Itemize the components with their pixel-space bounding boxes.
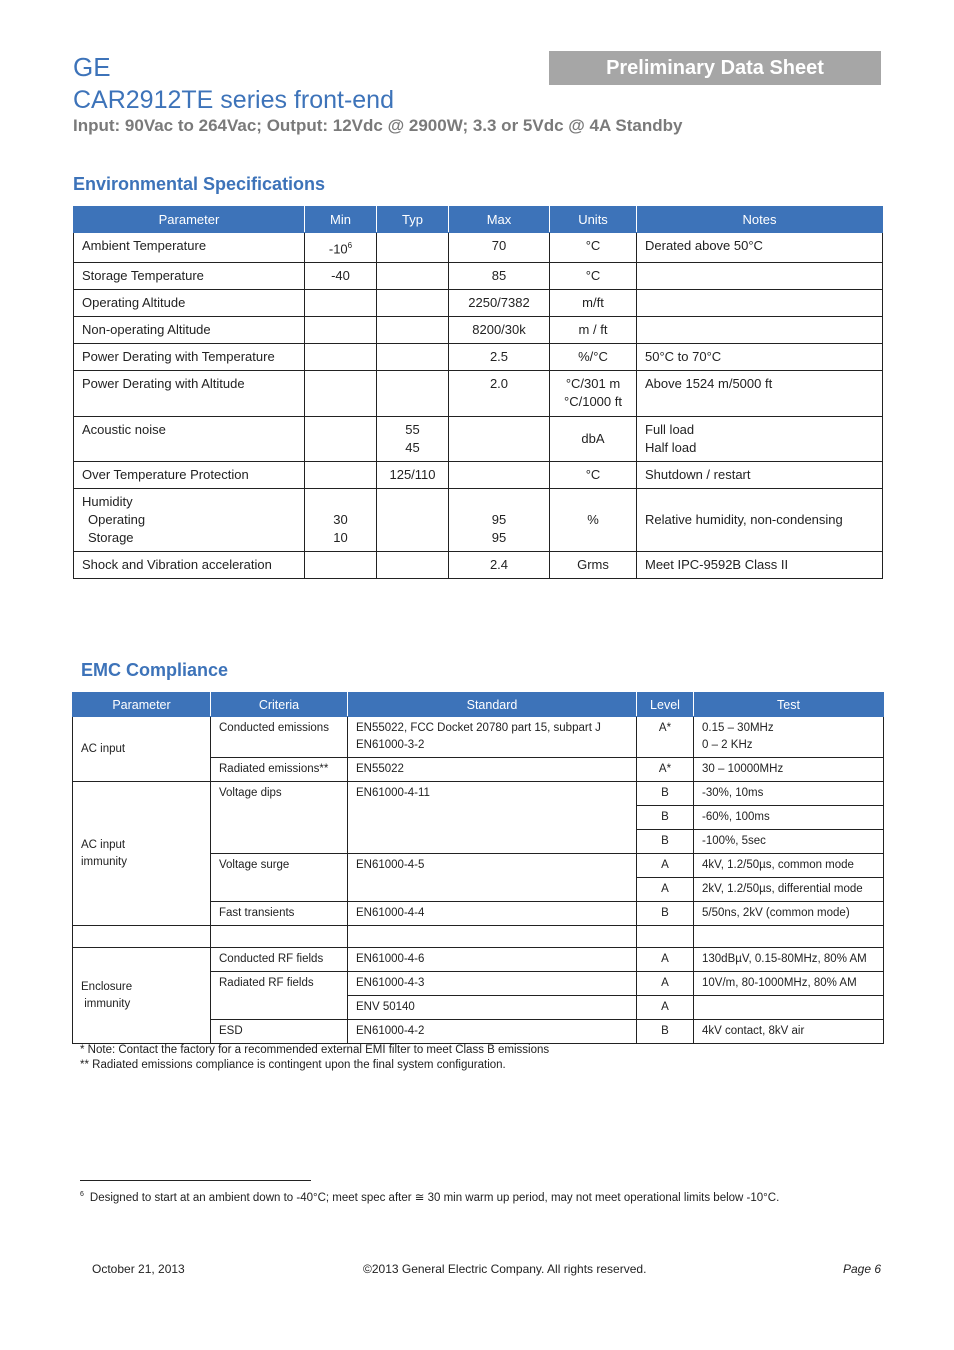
cell-level: B xyxy=(637,830,694,854)
cell-level: B xyxy=(637,806,694,830)
col-header-parameter: Parameter xyxy=(73,693,211,717)
group-ac-input: AC input xyxy=(73,717,211,782)
cell-max xyxy=(449,462,550,489)
cell-param: Over Temperature Protection xyxy=(74,462,305,489)
cell-max: 8200/30k xyxy=(449,317,550,344)
cell-empty xyxy=(348,926,637,948)
table-row xyxy=(73,717,884,758)
cell-level: A xyxy=(637,972,694,996)
footer-page-number: Page 6 xyxy=(843,1262,882,1276)
cell-level: B xyxy=(637,1020,694,1044)
preliminary-banner: Preliminary Data Sheet xyxy=(549,51,881,85)
footnote-divider xyxy=(80,1180,311,1181)
cell-standard: EN55022 xyxy=(348,758,637,782)
footnote-marker: 6 xyxy=(80,1191,84,1199)
cell-units: Grms xyxy=(550,552,637,579)
col-header-typ: Typ xyxy=(377,207,449,233)
table-row xyxy=(74,371,883,417)
cell-test: 2kV, 1.2/50µs, differential mode xyxy=(694,878,884,902)
table-row xyxy=(74,317,883,344)
cell-max: 2250/7382 xyxy=(449,290,550,317)
cell-notes: Relative humidity, non-condensing xyxy=(637,489,883,552)
cell-notes: Derated above 50°C xyxy=(637,233,883,263)
cell-units: % xyxy=(550,489,637,552)
cell-notes xyxy=(637,290,883,317)
cell-level: A* xyxy=(637,758,694,782)
cell-standard: EN55022, FCC Docket 20780 part 15, subpart J EN61000-3-2 xyxy=(348,717,637,758)
cell-max: 70 xyxy=(449,233,550,263)
cell-typ xyxy=(377,290,449,317)
cell-min xyxy=(305,290,377,317)
cell-max: 85 xyxy=(449,263,550,290)
col-header-standard: Standard xyxy=(348,693,637,717)
cell-max: 2.5 xyxy=(449,344,550,371)
col-header-notes: Notes xyxy=(637,207,883,233)
cell-test: -60%, 100ms xyxy=(694,806,884,830)
cell-level: B xyxy=(637,782,694,806)
cell-min xyxy=(305,317,377,344)
cell-param: Power Derating with Temperature xyxy=(74,344,305,371)
cell-units: °C xyxy=(550,462,637,489)
table-row xyxy=(74,462,883,489)
cell-empty xyxy=(637,926,694,948)
cell-notes: Full load Half load xyxy=(637,417,883,462)
footer-date: October 21, 2013 xyxy=(92,1262,185,1276)
cell-min xyxy=(305,462,377,489)
cell-max: 95 95 xyxy=(449,489,550,552)
environmental-spec-table xyxy=(73,206,883,579)
cell-min xyxy=(305,371,377,417)
group-enclosure-immunity: Enclosure immunity xyxy=(73,948,211,1044)
cell-typ xyxy=(377,489,449,552)
table-row xyxy=(74,489,883,552)
cell-notes xyxy=(637,317,883,344)
table-row xyxy=(74,344,883,371)
cell-units: m / ft xyxy=(550,317,637,344)
cell-typ: 55 45 xyxy=(377,417,449,462)
table-header-row xyxy=(74,207,883,233)
cell-notes: Shutdown / restart xyxy=(637,462,883,489)
col-header-criteria: Criteria xyxy=(211,693,348,717)
cell-empty xyxy=(694,926,884,948)
cell-test: 0.15 – 30MHz 0 – 2 KHz xyxy=(694,717,884,758)
cell-typ xyxy=(377,263,449,290)
table-row-empty xyxy=(73,926,884,948)
cell-level: A xyxy=(637,878,694,902)
cell-criteria: ESD xyxy=(211,1020,348,1044)
cell-typ xyxy=(377,371,449,417)
cell-notes: 50°C to 70°C xyxy=(637,344,883,371)
cell-param: Storage Temperature xyxy=(74,263,305,290)
cell-criteria: Fast transients xyxy=(211,902,348,926)
product-subtitle: Input: 90Vac to 264Vac; Output: 12Vdc @ 2900W; 3.3 or 5Vdc @ 4A Standby xyxy=(73,116,683,135)
cell-test: 4kV, 1.2/50µs, common mode xyxy=(694,854,884,878)
cell-standard: EN61000-4-5 xyxy=(348,854,637,902)
cell-min xyxy=(305,552,377,579)
cell-level: A* xyxy=(637,717,694,758)
cell-typ xyxy=(377,317,449,344)
cell-param: Operating Altitude xyxy=(74,290,305,317)
cell-empty xyxy=(211,926,348,948)
emc-section-title: EMC Compliance xyxy=(81,660,229,680)
col-header-parameter: Parameter xyxy=(74,207,305,233)
cell-param: Shock and Vibration acceleration xyxy=(74,552,305,579)
product-series-title: CAR2912TE series front-end xyxy=(73,86,394,114)
cell-typ xyxy=(377,233,449,263)
cell-criteria: Radiated emissions** xyxy=(211,758,348,782)
cell-max: 2.0 xyxy=(449,371,550,417)
env-section-title: Environmental Specifications xyxy=(73,174,326,194)
cell-test xyxy=(694,996,884,1020)
cell-test: 130dBµV, 0.15-80MHz, 80% AM xyxy=(694,948,884,972)
footnote-text: Designed to start at an ambient down to -40°C; meet spec after ≅ 30 min warm up period, may not meet operational limits below -10°C. xyxy=(89,1192,780,1204)
cell-standard: ENV 50140 xyxy=(348,996,637,1020)
cell-min: 30 10 xyxy=(305,489,377,552)
cell-standard: EN61000-4-11 xyxy=(348,782,637,854)
cell-max xyxy=(449,417,550,462)
col-header-level: Level xyxy=(637,693,694,717)
cell-units: °C/301 m °C/1000 ft xyxy=(550,371,637,417)
emc-notes xyxy=(80,1043,549,1073)
cell-max: 2.4 xyxy=(449,552,550,579)
cell-typ xyxy=(377,344,449,371)
footnote-ref: 6 xyxy=(347,241,353,250)
cell-criteria: Conducted emissions xyxy=(211,717,348,758)
table-header-row xyxy=(73,693,884,717)
cell-level: B xyxy=(637,902,694,926)
cell-level: A xyxy=(637,854,694,878)
cell-min xyxy=(305,344,377,371)
cell-level: A xyxy=(637,996,694,1020)
cell-notes xyxy=(637,263,883,290)
table-row xyxy=(74,552,883,579)
cell-empty xyxy=(73,926,211,948)
table-row xyxy=(74,233,883,263)
group-ac-input-immunity: AC input immunity xyxy=(73,782,211,926)
footer-copyright: ©2013 General Electric Company. All rights reserved. xyxy=(363,1262,647,1276)
table-row xyxy=(74,263,883,290)
table-row xyxy=(74,290,883,317)
col-header-min: Min xyxy=(305,207,377,233)
emc-compliance-table xyxy=(72,692,884,1044)
col-header-test: Test xyxy=(694,693,884,717)
cell-min: $-10^6$ xyxy=(305,233,377,263)
cell-criteria: Voltage dips xyxy=(211,782,348,854)
cell-units: dbA xyxy=(550,417,637,462)
cell-test: 4kV contact, 8kV air xyxy=(694,1020,884,1044)
col-header-max: Max xyxy=(449,207,550,233)
cell-standard: EN61000-4-3 xyxy=(348,972,637,996)
cell-criteria: Voltage surge xyxy=(211,854,348,902)
cell-notes: Above 1524 m/5000 ft xyxy=(637,371,883,417)
cell-level: A xyxy=(637,948,694,972)
cell-units: m/ft xyxy=(550,290,637,317)
cell-standard: EN61000-4-4 xyxy=(348,902,637,926)
brand-logo-text: GE xyxy=(73,52,111,82)
cell-min xyxy=(305,417,377,462)
cell-criteria: Radiated RF fields xyxy=(211,972,348,1020)
table-row xyxy=(73,782,884,806)
note-line: * Note: Contact the factory for a recommended external EMI filter to meet Class B emissions xyxy=(80,1044,550,1056)
cell-param: Ambient Temperature xyxy=(74,233,305,263)
cell-notes: Meet IPC-9592B Class II xyxy=(637,552,883,579)
table-row xyxy=(73,948,884,972)
footnote xyxy=(80,1190,779,1204)
cell-units: %/°C xyxy=(550,344,637,371)
cell-test: -100%, 5sec xyxy=(694,830,884,854)
cell-param: Non-operating Altitude xyxy=(74,317,305,344)
cell-param: Acoustic noise xyxy=(74,417,305,462)
table-row xyxy=(74,417,883,462)
cell-units: °C xyxy=(550,233,637,263)
cell-standard: EN61000-4-6 xyxy=(348,948,637,972)
cell-typ xyxy=(377,552,449,579)
cell-min: -40 xyxy=(305,263,377,290)
cell-criteria: Conducted RF fields xyxy=(211,948,348,972)
cell-test: 30 – 10000MHz xyxy=(694,758,884,782)
cell-param: Power Derating with Altitude xyxy=(74,371,305,417)
cell-test: 5/50ns, 2kV (common mode) xyxy=(694,902,884,926)
cell-typ: 125/110 xyxy=(377,462,449,489)
cell-test: 10V/m, 80-1000MHz, 80% AM xyxy=(694,972,884,996)
cell-standard: EN61000-4-2 xyxy=(348,1020,637,1044)
note-line: ** Radiated emissions compliance is contingent upon the final system configuration. xyxy=(80,1059,506,1071)
col-header-units: Units xyxy=(550,207,637,233)
cell-units: °C xyxy=(550,263,637,290)
cell-param: Humidity Operating Storage xyxy=(74,489,305,552)
cell-test: -30%, 10ms xyxy=(694,782,884,806)
